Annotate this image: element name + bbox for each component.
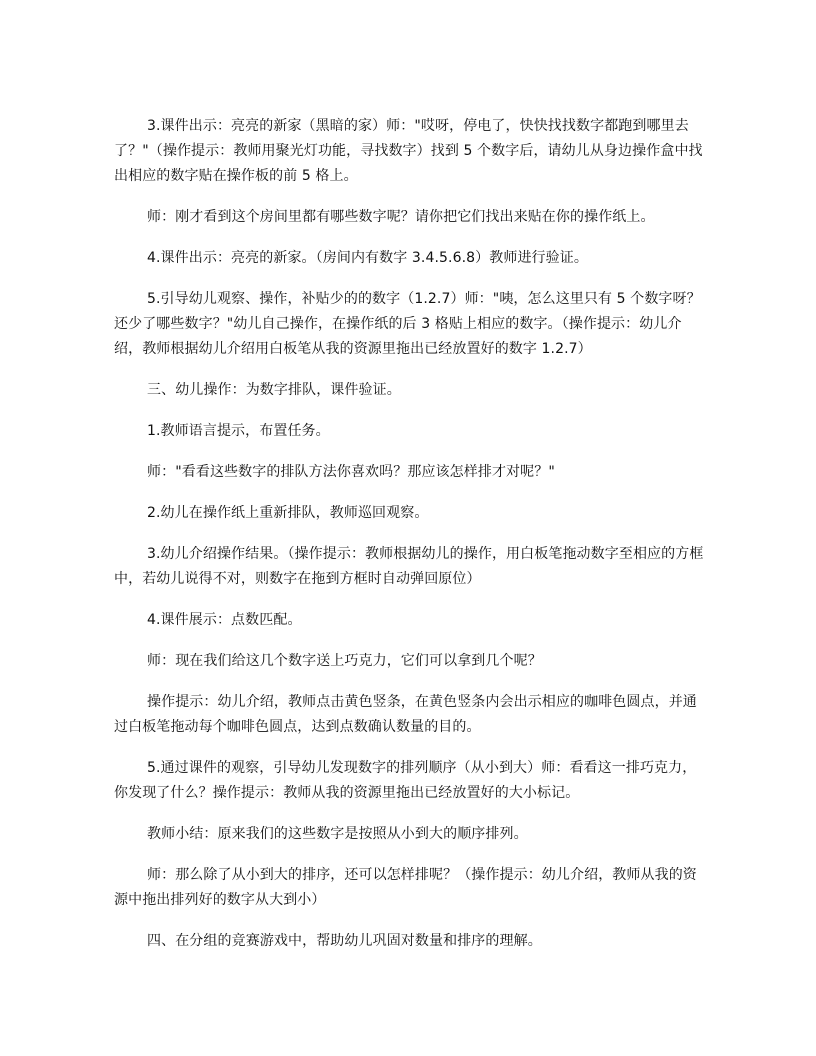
section-heading-3: 三、幼儿操作：为数字排队，课件验证。: [147, 382, 401, 398]
paragraph-3: 4.课件出示：亮亮的新家。（房间内有数字 3.4.5.6.8）教师进行验证。: [147, 250, 588, 266]
paragraph-10: 4.课件展示：点数匹配。: [147, 612, 302, 628]
paragraph-14: 教师小结：原来我们的这些数字是按照从小到大的顺序排列。: [147, 826, 528, 842]
paragraph-8: 2.幼儿在操作纸上重新排队，教师巡回观察。: [147, 505, 429, 521]
paragraph-1: 3.课件出示：亮亮的新家（黑暗的家）师："哎呀，停电了，快快找找数字都跑到哪里去了？"（操作提示：教师用聚光灯功能，寻找数字）找到 5 个数字后，请幼儿从身边操作盒中找出相应的数字贴在操作板的前 5 格上。: [114, 118, 703, 184]
paragraph-6: 1.教师语言提示，布置任务。: [147, 423, 330, 439]
paragraph-9: 3.幼儿介绍操作结果。（操作提示：教师根据幼儿的操作，用白板笔拖动数字至相应的方框中，若幼儿说得不对，则数字在拖到方框时自动弹回原位）: [114, 546, 704, 587]
paragraph-12: 操作提示：幼儿介绍，教师点击黄色竖条，在黄色竖条内会出示相应的咖啡色圆点，并通过白板笔拖动每个咖啡色圆点，达到点数确认数量的目的。: [114, 694, 697, 735]
paragraph-13: 5.通过课件的观察，引导幼儿发现数字的排列顺序（从小到大）师：看看这一排巧克力，你发现了什么？操作提示：教师从我的资源里拖出已经放置好的大小标记。: [114, 760, 697, 801]
paragraph-11: 师：现在我们给这几个数字送上巧克力，它们可以拿到几个呢？: [147, 653, 542, 669]
paragraph-2: 师：刚才看到这个房间里都有哪些数字呢？请你把它们找出来贴在你的操作纸上。: [147, 209, 655, 225]
section-heading-4: 四、在分组的竞赛游戏中，帮助幼儿巩固对数量和排序的理解。: [147, 933, 542, 949]
paragraph-4: 5.引导幼儿观察、操作，补贴少的的数字（1.2.7）师："咦，怎么这里只有 5 个数字呀？还少了哪些数字？"幼儿自己操作，在操作纸的后 3 格贴上相应的数字。（操作提示：幼儿介绍，教师根据幼儿介绍用白板笔从我的资源里拖出已经放置好的数字 1.2.7）: [114, 291, 701, 357]
paragraph-7: 师："看看这些数字的排队方法你喜欢吗？那应该怎样排才对呢？": [147, 464, 555, 480]
paragraph-15: 师：那么除了从小到大的排序，还可以怎样排呢？（操作提示：幼儿介绍，教师从我的资源中拖出排列好的数字从大到小）: [114, 867, 697, 908]
